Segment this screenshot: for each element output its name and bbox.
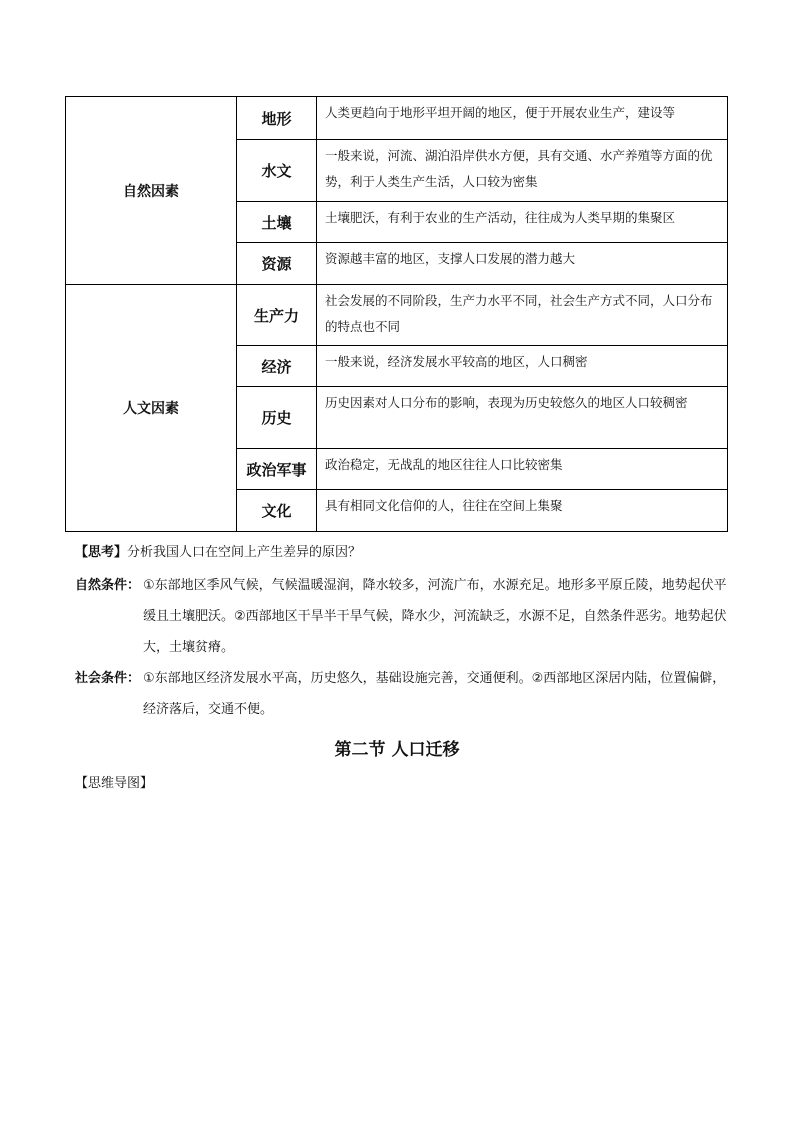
desc-cell: 人类更趋向于地形平坦开阔的地区，便于开展农业生产，建设等 — [317, 97, 728, 140]
desc-cell: 一般来说，河流、湖泊沿岸供水方便，具有交通、水产养殖等方面的优势，利于人类生产生活，人口较为密集 — [317, 140, 728, 202]
desc-cell: 具有相同文化信仰的人，往往在空间上集聚 — [317, 490, 728, 532]
factor-cell: 生产力 — [237, 285, 317, 346]
table-row — [66, 285, 728, 346]
mindmap-label: 【思维导图】 — [75, 776, 154, 791]
social-label: 社会条件： — [75, 671, 141, 686]
natural-text: ①东部地区季风气候，气候温暖湿润，降水较多，河流广布，水源充足。地形多平原丘陵，地势起伏平缓且土壤肥沃。②西部地区干旱半干旱气候，降水少，河流缺乏，水源不足，自然条件恶劣。地势起伏大，土壤贫瘠。 — [143, 578, 727, 655]
desc-cell: 资源越丰富的地区，支撑人口发展的潜力越大 — [317, 243, 728, 285]
factor-cell: 经济 — [237, 346, 317, 387]
category-natural: 自然因素 — [66, 97, 237, 285]
natural-conditions — [75, 570, 730, 663]
desc-cell: 历史因素对人口分布的影响，表现为历史较悠久的地区人口较稠密 — [317, 387, 728, 449]
factor-cell: 资源 — [237, 243, 317, 285]
think-text: 分析我国人口在空间上产生差异的原因？ — [127, 545, 362, 560]
factor-cell: 文化 — [237, 490, 317, 532]
think-tag: 【思考】 — [75, 545, 128, 560]
factor-cell: 土壤 — [237, 202, 317, 243]
factor-cell: 历史 — [237, 387, 317, 449]
desc-cell: 社会发展的不同阶段，生产力水平不同，社会生产方式不同，人口分布的特点也不同 — [317, 285, 728, 346]
factor-cell: 水文 — [237, 140, 317, 202]
factor-cell: 政治军事 — [237, 449, 317, 490]
desc-cell: 一般来说，经济发展水平较高的地区，人口稠密 — [317, 346, 728, 387]
factor-cell: 地形 — [237, 97, 317, 140]
desc-cell: 政治稳定，无战乱的地区往往人口比较密集 — [317, 449, 728, 490]
natural-label: 自然条件： — [75, 578, 141, 593]
think-question — [75, 542, 361, 564]
population-factors-table — [65, 96, 728, 532]
social-text: ①东部地区经济发展水平高，历史悠久，基础设施完善，交通便利。②西部地区深居内陆，位置偏僻，经济落后，交通不便。 — [143, 671, 726, 717]
social-conditions — [75, 663, 730, 725]
table-row — [66, 97, 728, 140]
category-human: 人文因素 — [66, 285, 237, 532]
section-title: 第二节 人口迁移 — [334, 740, 460, 760]
desc-cell: 土壤肥沃，有利于农业的生产活动，往往成为人类早期的集聚区 — [317, 202, 728, 243]
